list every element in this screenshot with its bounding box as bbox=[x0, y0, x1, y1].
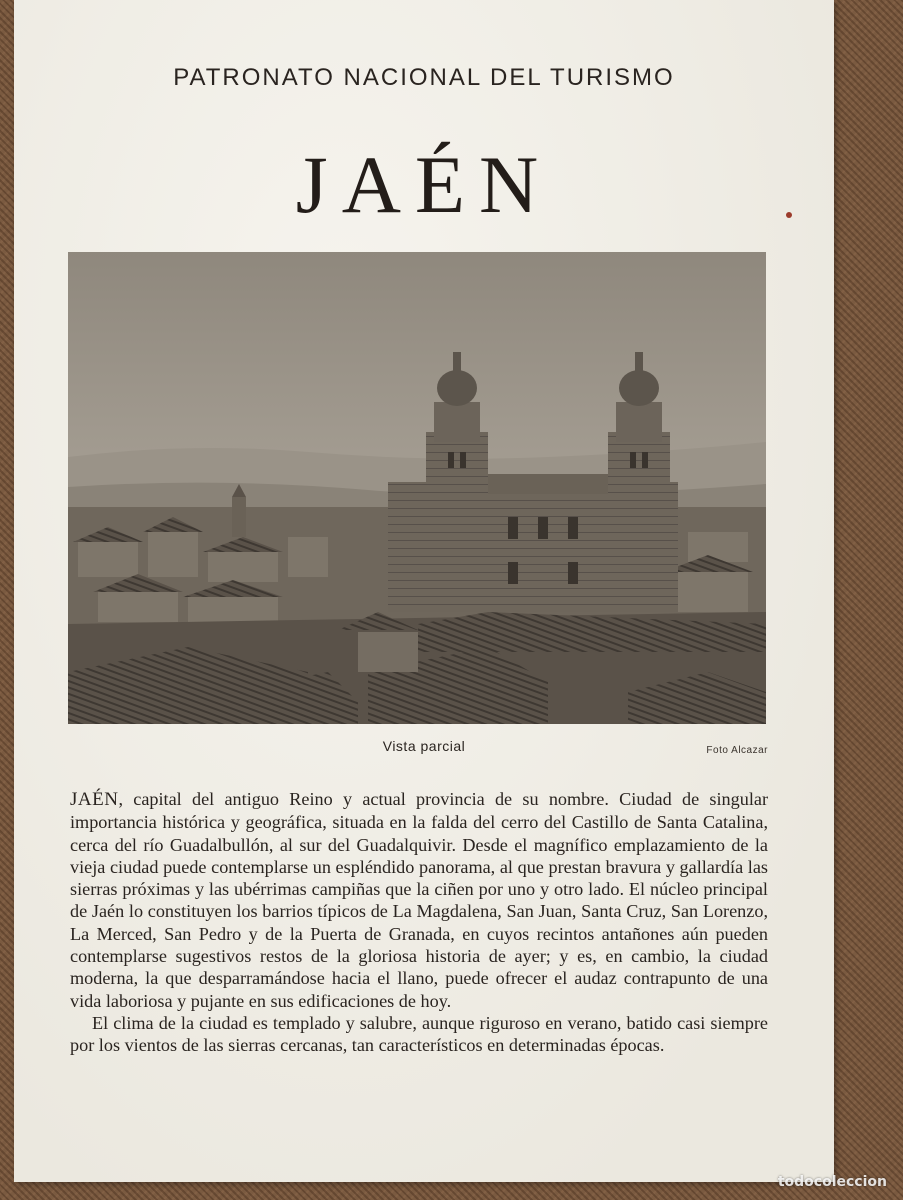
paragraph-1 bbox=[70, 788, 768, 1012]
article-body bbox=[70, 788, 768, 1057]
photo-credit: Foto Alcazar bbox=[706, 745, 768, 756]
organization-heading: PATRONATO NACIONAL DEL TURISMO bbox=[173, 64, 675, 91]
brochure-page bbox=[14, 0, 834, 1182]
ink-spot bbox=[786, 212, 792, 218]
lead-word: JAÉN bbox=[70, 789, 119, 810]
paragraph-2: El clima de la ciudad es templado y salubre, aunque riguroso en verano, batido casi siempre por los vientos de las sierras cercanas, tan característicos en determinadas épocas. bbox=[70, 1012, 768, 1056]
photo-caption: Vista parcial bbox=[382, 738, 466, 754]
cathedral-illustration bbox=[68, 252, 766, 724]
cathedral-photo bbox=[68, 252, 766, 724]
page-title: JAÉN bbox=[295, 139, 553, 230]
site-watermark: todocoleccion bbox=[777, 1174, 887, 1190]
paragraph-1-text: , capital del antiguo Reino y actual provincia de su nombre. Ciudad de singular importancia histórica y geográfica, situada en la falda del cerro del Castillo de Santa Catalina, cerca del río Guadalbullón, al sur del Guadalquivir. Desde el magnífico emplazamiento de la vieja ciudad puede contemplarse un espléndido panorama, al que prestan bravura y gallardía las sierras próximas y las ubérrimas campiñas que la ciñen por uno y otro lado. El núcleo principal de Jaén lo constituyen los barrios típicos de La Magdalena, San Juan, Santa Cruz, San Lorenzo, La Merced, San Pedro y de la Puerta de Granada, en cuyos recintos antañones aún pueden contemplarse sugestivos restos de la gloriosa historia de ayer; y es, en cambio, la ciudad moderna, la que desparramándose hacia el llano, puede ofrecer el audaz contrapunto de una vida laboriosa y pujante en sus edificaciones de hoy. bbox=[70, 789, 768, 1011]
